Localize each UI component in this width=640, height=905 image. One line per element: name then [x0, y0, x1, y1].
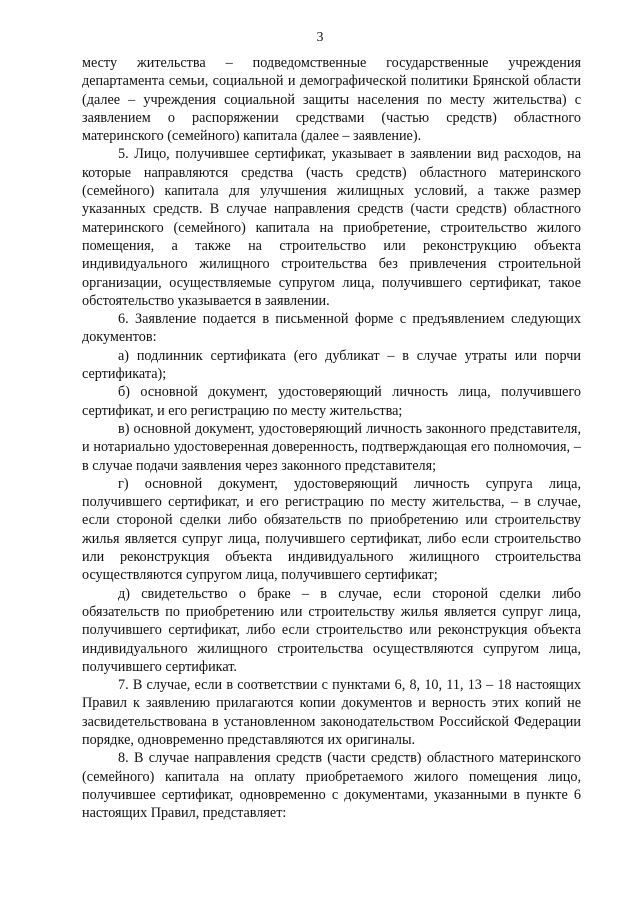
- list-item-d: д) свидетельство о браке – в случае, если стороной сделки либо обязательств по приобретению или строительству жилья является супруг лица, получившего сертификат, либо если строительство или реконструкция объекта индивидуального жилищного строительства осуществляются супругом лица, получившего сертификат.: [82, 585, 581, 675]
- paragraph-6: 6. Заявление подается в письменной форме с предъявлением следующих документов:: [82, 311, 581, 346]
- page-number: 3: [316, 30, 324, 45]
- list-item-b: б) основной документ, удостоверяющий личность лица, получившего сертификат, и его регистрацию по месту жительства;: [82, 384, 581, 419]
- paragraph-8: 8. В случае направления средств (части средств) областного материнского (семейного) капитала на оплату приобретаемого жилого помещения лицо, получившее сертификат, одновременно с документами, указанными в пункте 6 настоящих Правил, представляет:: [82, 750, 581, 822]
- document-body: [82, 54, 581, 822]
- paragraph-7: 7. В случае, если в соответствии с пунктами 6, 8, 10, 11, 13 – 18 настоящих Правил к заявлению прилагаются копии документов и верность этих копий не засвидетельствована в установленном законодательством Российской Федерации порядке, одновременно представляются их оригиналы.: [82, 677, 581, 748]
- list-item-g: г) основной документ, удостоверяющий личность супруга лица, получившего сертификат, и его регистрацию по месту жительства, – в случае, если стороной сделки либо обязательств по приобретению или строительству жилья является супруг лица, получившего сертификат, либо если строительство или реконструкция объекта индивидуального жилищного строительства осуществляются супругом лица, получившего сертификат;: [82, 475, 581, 584]
- list-item-a: а) подлинник сертификата (его дубликат – в случае утраты или порчи сертификата);: [82, 347, 581, 383]
- paragraph-continuation: месту жительства – подведомственные государственные учреждения департамента семьи, социальной и демографической политики Брянской области (далее – учреждения социальной защиты населения по месту жительства) с заявлением о распоряжении средствами (частью средств) областного материнского (семейного) капитала (далее – заявление).: [82, 55, 581, 145]
- list-item-v: в) основной документ, удостоверяющий личность законного представителя, и нотариально удостоверенная доверенность, подтверждающая его полномочия, – в случае подачи заявления через законного представителя;: [82, 420, 581, 474]
- paragraph-5: 5. Лицо, получившее сертификат, указывает в заявлении вид расходов, на которые направляются средства (часть средств) областного материнского (семейного) капитала для улучшения жилищных условий, а также размер указанных средств. В случае направления средств (части средств) областного материнского (семейного) капитала на приобретение, строительство жилого помещения, а также на строительство или реконструкцию объекта индивидуального жилищного строительства без привлечения строительной организации, осуществляемые супругом лица, получившего сертификат, такое обстоятельство указывается в заявлении.: [82, 146, 581, 309]
